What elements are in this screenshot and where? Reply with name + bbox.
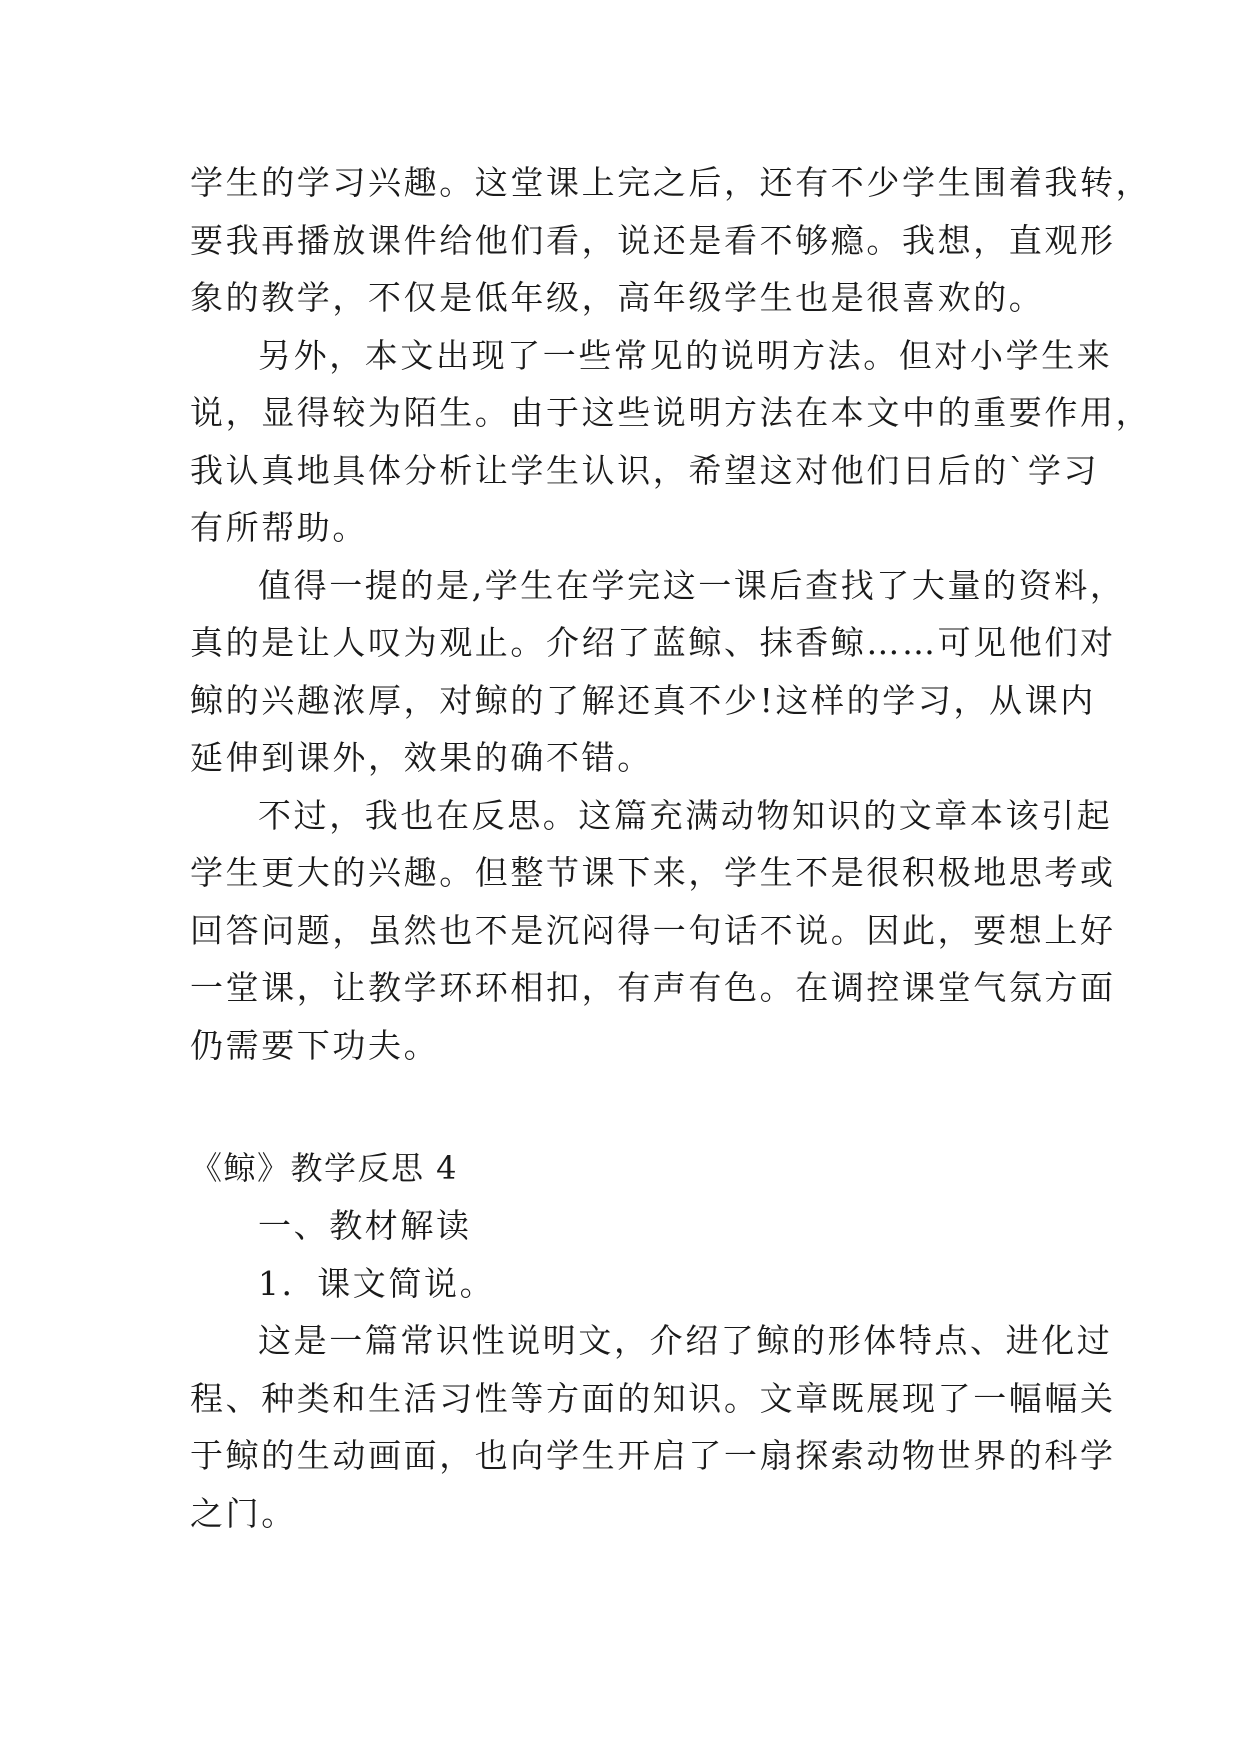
text-line: 另外，本文出现了一些常见的说明方法。但对小学生来 [258, 335, 1113, 375]
text-line: 程、种类和生活习性等方面的知识。文章既展现了一幅幅关 [190, 1378, 1116, 1418]
reflection-3-body [190, 154, 1152, 1074]
text-line: 有所帮助。 [190, 508, 368, 547]
text-line: 延伸到课外，效果的确不错。 [190, 738, 653, 777]
text-line: 不过，我也在反思。这篇充满动物知识的文章本该引起 [258, 795, 1113, 835]
text-line: 仍需要下功夫。 [190, 1025, 440, 1065]
text-line: 于鲸的生动画面，也向学生开启了一扇探索动物世界的科学 [190, 1436, 1116, 1475]
text-line: 要我再播放课件给他们看，说还是看不够瘾。我想，直观形 [190, 220, 1116, 260]
text-line: 值得一提的是,学生在学完这一课后查找了大量的资料， [258, 565, 1126, 605]
subsection-heading: 1．课文简说。 [258, 1263, 496, 1303]
reflection-4-body [190, 1197, 1116, 1542]
text-line: 学生更大的兴趣。但整节课下来，学生不是很积极地思考或 [190, 853, 1116, 892]
text-line: 象的教学，不仅是低年级，高年级学生也是很喜欢的。 [190, 278, 1045, 317]
text-line: 真的是让人叹为观止。介绍了蓝鲸、抹香鲸……可见他们对 [190, 623, 1116, 662]
section-heading: 一、教材解读 [258, 1206, 472, 1245]
section-title: 《鲸》教学反思 4 [190, 1149, 459, 1187]
text-line: 之门。 [190, 1493, 297, 1533]
text-line: 学生的学习兴趣。这堂课上完之后，还有不少学生围着我转， [190, 163, 1152, 202]
text-line: 鲸的兴趣浓厚，对鲸的了解还真不少!这样的学习，从课内 [190, 680, 1096, 720]
text-line: 我认真地具体分析让学生认识，希望这对他们日后的`学习 [190, 450, 1100, 490]
text-line: 回答问题，虽然也不是沉闷得一句话不说。因此，要想上好 [190, 910, 1116, 950]
text-line: 这是一篇常识性说明文，介绍了鲸的形体特点、进化过 [258, 1321, 1113, 1360]
text-line: 一堂课，让教学环环相扣，有声有色。在调控课堂气氛方面 [190, 968, 1116, 1007]
text-line: 说，显得较为陌生。由于这些说明方法在本文中的重要作用， [190, 393, 1152, 432]
